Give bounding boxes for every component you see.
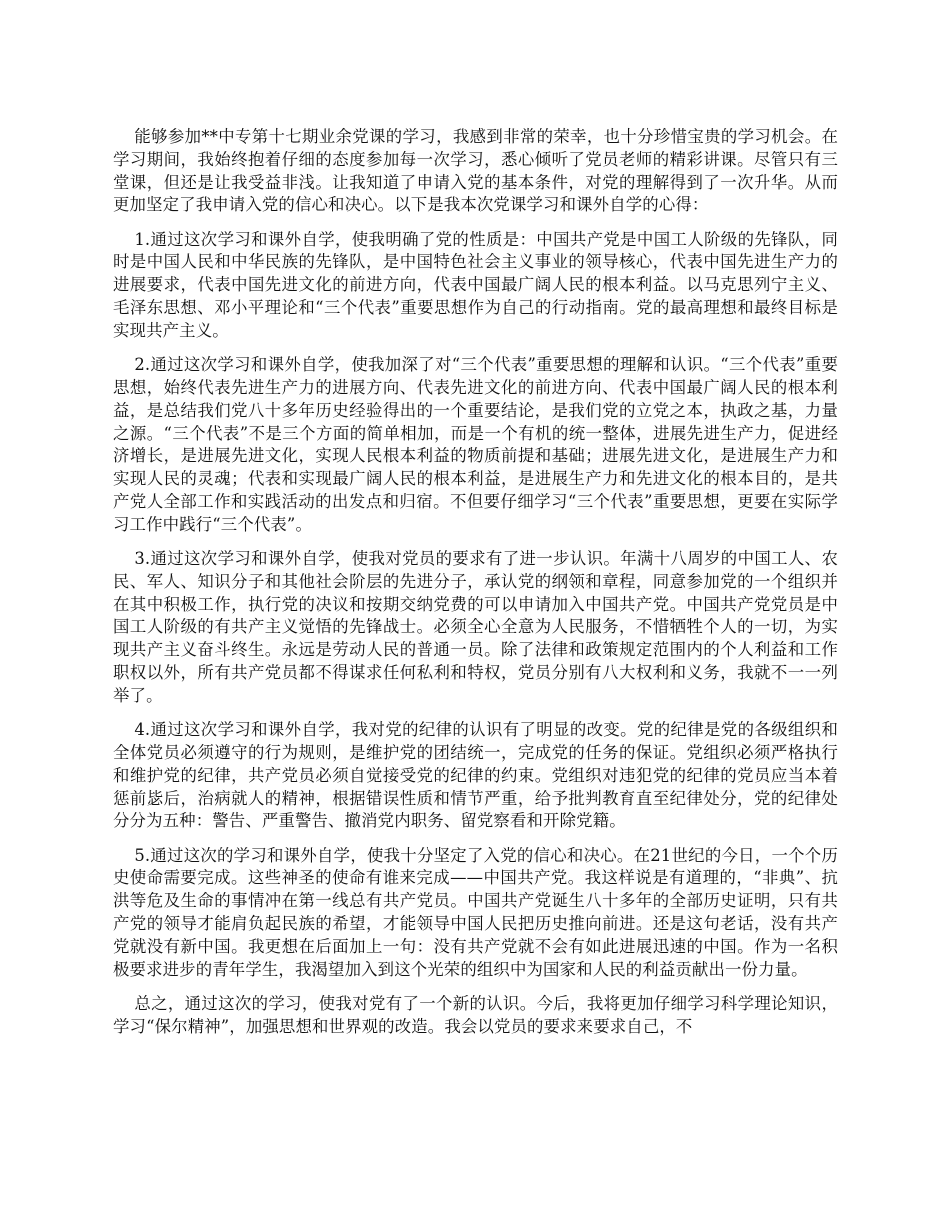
paragraph-point-3: 3.通过这次学习和课外自学，使我对党员的要求有了进一步认识。年满十八周岁的中国工人、农民、军人、知识分子和其他社会阶层的先进分子，承认党的纲领和章程，同意参加党的一个组织并在其中积极工作，执行党的决议和按期交纳党费的可以申请加入中国共产党。中国共产党党员是中国工人阶级的有共产主义觉悟的先锋战士。必须全心全意为人民服务，不惜牺牲个人的一切，为实现共产主义奋斗终生。永远是劳动人民的普通一员。除了法律和政策规定范围内的个人利益和工作职权以外，所有共产党员都不得谋求任何私利和特权，党员分别有八大权利和义务，我就不一一列举了。 xyxy=(113,549,838,705)
paragraph-point-4: 4.通过这次学习和课外自学，我对党的纪律的认识有了明显的改变。党的纪律是党的各级组织和全体党员必须遵守的行为规则，是维护党的团结统一，完成党的任务的保证。党组织必须严格执行和维护党的纪律，共产党员必须自觉接受党的纪律的约束。党组织对违犯党的纪律的党员应当本着惩前毖后，治病就人的精神，根据错误性质和情节严重，给予批判教育直至纪律处分，党的纪律处分分为五种：警告、严重警告、撤消党内职务、留党察看和开除党籍。 xyxy=(113,720,838,831)
paragraph-point-2: 2.通过这次学习和课外自学，使我加深了对“三个代表”重要思想的理解和认识。“三个代表”重要思想，始终代表先进生产力的进展方向、代表先进文化的前进方向、代表中国最广阔人民的根本利益，是总结我们党八十多年历史经验得出的一个重要结论，是我们党的立党之本，执政之基，力量之源。“三个代表”不是三个方面的简单相加，而是一个有机的统一整体，进展先进生产力，促进经济增长，是进展先进文化，实现人民根本利益的物质前提和基础；进展先进文化，是进展生产力和实现人民的灵魂；代表和实现最广阔人民的根本利益，是进展生产力和先进文化的根本目的，是共产党人全部工作和实践活动的出发点和归宿。不但要仔细学习“三个代表”重要思想，更要在实际学习工作中践行“三个代表”。 xyxy=(113,355,838,534)
paragraph-point-1: 1.通过这次学习和课外自学，使我明确了党的性质是：中国共产党是中国工人阶级的先锋队，同时是中国人民和中华民族的先锋队，是中国特色社会主义事业的领导核心，代表中国先进生产力的进展要求，代表中国先进文化的前进方向，代表中国最广阔人民的根本利益。以马克思列宁主义、毛泽东思想、邓小平理论和“三个代表”重要思想作为自己的行动指南。党的最高理想和最终目标是实现共产主义。 xyxy=(113,229,838,340)
paragraph-point-5: 5.通过这次的学习和课外自学，使我十分坚定了入党的信心和决心。在21世纪的今日，一个个历史使命需要完成。这些神圣的使命有谁来完成——中国共产党。我这样说是有道理的，“非典”、抗洪等危及生命的事情冲在第一线总有共产党员。中国共产党诞生八十多年的全部历史证明，只有共产党的领导才能肩负起民族的希望，才能领导中国人民把历史推向前进。还是这句老话，没有共产党就没有新中国。我更想在后面加上一句：没有共产党就不会有如此进展迅速的中国。作为一名积极要求进步的青年学生，我渴望加入到这个光荣的组织中为国家和人民的利益贡献出一份力量。 xyxy=(113,845,838,979)
paragraph-conclusion: 总之，通过这次的学习，使我对党有了一个新的认识。今后，我将更加仔细学习科学理论知识，学习“保尔精神”，加强思想和世界观的改造。我会以党员的要求来要求自己，不 xyxy=(113,993,838,1036)
document-body xyxy=(113,126,838,1050)
paragraph-intro: 能够参加**中专第十七期业余党课的学习，我感到非常的荣幸，也十分珍惜宝贵的学习机会。在学习期间，我始终抱着仔细的态度参加每一次学习，悉心倾听了党员老师的精彩讲课。尽管只有三堂课，但还是让我受益非浅。让我知道了申请入党的基本条件，对党的理解得到了一次升华。从而更加坚定了我申请入党的信心和决心。以下是我本次党课学习和课外自学的心得： xyxy=(113,127,838,215)
